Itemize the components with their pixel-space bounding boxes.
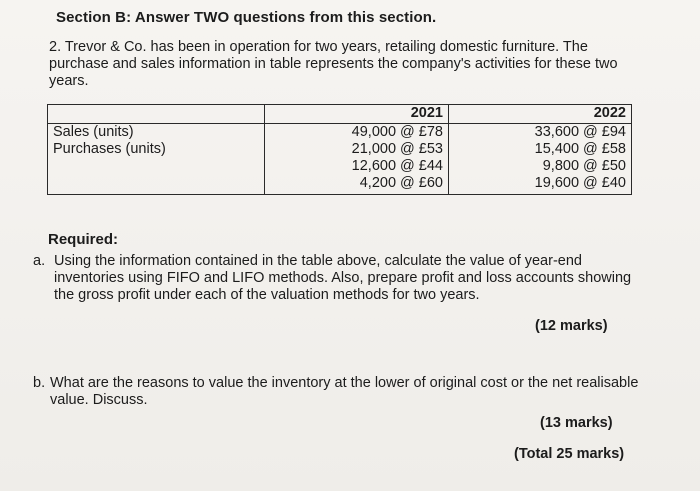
table-row [48,124,632,195]
row-label-sales: Sales (units) [53,124,134,140]
value-2022-line: 15,400 @ £58 [534,141,626,157]
row-labels-cell [48,124,265,195]
value-2021-line: 49,000 @ £78 [351,124,443,140]
column-header-2022: 2022 [449,105,632,124]
value-2022-line: 9,800 @ £50 [542,158,626,174]
values-2021-cell [265,124,449,195]
question-part-b [33,375,653,409]
value-2022-line: 33,600 @ £94 [534,124,626,140]
section-heading: Section B: Answer TWO questions from this section. [56,9,437,26]
data-table [47,104,632,195]
required-label: Required: [48,231,119,248]
part-a-marker: a. [33,253,46,269]
table-row [48,105,632,124]
part-b-text: What are the reasons to value the inventory at the lower of original cost or the net realisable value. Discuss. [50,375,639,408]
column-header-2021: 2021 [265,105,449,124]
values-2022-cell [449,124,632,195]
value-2021-line: 21,000 @ £53 [351,141,443,157]
value-2021-line: 12,600 @ £44 [351,158,443,174]
part-b-marks: (13 marks) [540,415,613,431]
question-part-a [33,253,653,304]
value-2021-line: 4,200 @ £60 [359,175,443,191]
row-label-purchases: Purchases (units) [53,141,166,157]
part-a-marks: (12 marks) [535,318,608,334]
table-corner-cell [48,105,265,124]
part-b-marker: b. [33,375,46,391]
question-intro: 2. Trevor & Co. has been in operation for two years, retailing domestic furniture. The purchase and sales information in table represents the company's activities for these two years. [49,39,618,89]
total-marks: (Total 25 marks) [514,446,625,462]
value-2022-line: 19,600 @ £40 [534,175,626,191]
part-a-text: Using the information contained in the table above, calculate the value of year-end inventories using FIFO and LIFO methods. Also, prepare profit and loss accounts showing the gross profit under each of the valuation methods for two years. [54,253,632,303]
